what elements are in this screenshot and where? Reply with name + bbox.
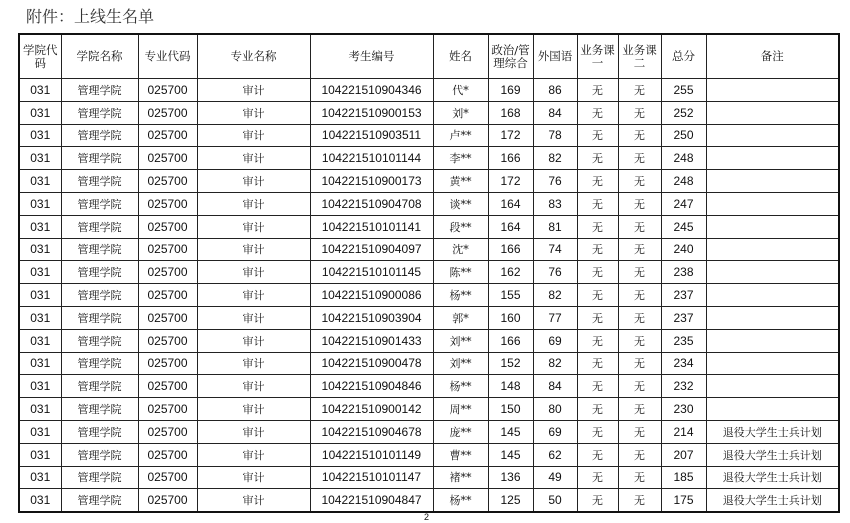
- cell-politics-score: 166: [488, 329, 533, 352]
- cell-remarks: [706, 261, 839, 284]
- cell-college-name: 管理学院: [61, 124, 138, 147]
- table-row: [19, 284, 839, 307]
- cell-course2-score: 无: [618, 352, 661, 375]
- cell-remarks: [706, 124, 839, 147]
- table-row: [19, 79, 839, 102]
- table-row: [19, 238, 839, 261]
- cell-course2-score: 无: [618, 79, 661, 102]
- header-course2-score: 业务课二: [618, 34, 661, 79]
- cell-major-code: 025700: [138, 192, 197, 215]
- cell-remarks: [706, 101, 839, 124]
- cell-course1-score: 无: [577, 79, 618, 102]
- table-row: [19, 124, 839, 147]
- cell-college-name: 管理学院: [61, 443, 138, 466]
- cell-remarks: [706, 79, 839, 102]
- cell-name: 杨**: [433, 489, 488, 512]
- cell-major-name: 审计: [197, 261, 310, 284]
- header-candidate-id: 考生编号: [310, 34, 433, 79]
- cell-major-name: 审计: [197, 329, 310, 352]
- cell-foreign-language-score: 82: [533, 284, 577, 307]
- cell-name: 杨**: [433, 375, 488, 398]
- cell-major-code: 025700: [138, 284, 197, 307]
- cell-total-score: 248: [661, 170, 706, 193]
- cell-politics-score: 166: [488, 147, 533, 170]
- cell-foreign-language-score: 49: [533, 466, 577, 489]
- cell-course2-score: 无: [618, 329, 661, 352]
- cell-college-code: 031: [19, 306, 61, 329]
- table-row: [19, 215, 839, 238]
- cell-name: 李**: [433, 147, 488, 170]
- cell-course2-score: 无: [618, 215, 661, 238]
- cell-course2-score: 无: [618, 170, 661, 193]
- cell-college-code: 031: [19, 352, 61, 375]
- page-number: 2: [424, 512, 430, 522]
- cell-college-code: 031: [19, 398, 61, 421]
- cell-politics-score: 172: [488, 124, 533, 147]
- cell-course2-score: 无: [618, 261, 661, 284]
- cell-candidate-id: 104221510101145: [310, 261, 433, 284]
- header-politics-score: 政治/管理综合: [488, 34, 533, 79]
- cell-course1-score: 无: [577, 329, 618, 352]
- cell-college-name: 管理学院: [61, 101, 138, 124]
- table-row: [19, 170, 839, 193]
- cell-course2-score: 无: [618, 398, 661, 421]
- cell-politics-score: 160: [488, 306, 533, 329]
- cell-name: 庞**: [433, 420, 488, 443]
- cell-major-name: 审计: [197, 443, 310, 466]
- cell-candidate-id: 104221510900478: [310, 352, 433, 375]
- cell-college-code: 031: [19, 443, 61, 466]
- cell-foreign-language-score: 76: [533, 170, 577, 193]
- cell-foreign-language-score: 84: [533, 375, 577, 398]
- cell-course2-score: 无: [618, 238, 661, 261]
- cell-major-code: 025700: [138, 489, 197, 512]
- cell-major-name: 审计: [197, 284, 310, 307]
- cell-course1-score: 无: [577, 306, 618, 329]
- cell-major-code: 025700: [138, 147, 197, 170]
- cell-candidate-id: 104221510901433: [310, 329, 433, 352]
- cell-remarks: [706, 329, 839, 352]
- cell-foreign-language-score: 78: [533, 124, 577, 147]
- cell-candidate-id: 104221510904346: [310, 79, 433, 102]
- cell-foreign-language-score: 50: [533, 489, 577, 512]
- cell-course1-score: 无: [577, 352, 618, 375]
- cell-major-code: 025700: [138, 101, 197, 124]
- cell-college-code: 031: [19, 79, 61, 102]
- cell-major-code: 025700: [138, 261, 197, 284]
- cell-course2-score: 无: [618, 124, 661, 147]
- cell-candidate-id: 104221510903904: [310, 306, 433, 329]
- cell-major-name: 审计: [197, 306, 310, 329]
- cell-name: 沈*: [433, 238, 488, 261]
- cell-course1-score: 无: [577, 124, 618, 147]
- cell-college-code: 031: [19, 261, 61, 284]
- cell-college-name: 管理学院: [61, 261, 138, 284]
- cell-college-code: 031: [19, 466, 61, 489]
- cell-total-score: 237: [661, 306, 706, 329]
- cell-course2-score: 无: [618, 420, 661, 443]
- header-college-name: 学院名称: [61, 34, 138, 79]
- cell-total-score: 237: [661, 284, 706, 307]
- header-course1-score: 业务课一: [577, 34, 618, 79]
- cell-college-code: 031: [19, 329, 61, 352]
- cell-total-score: 250: [661, 124, 706, 147]
- cell-candidate-id: 104221510101147: [310, 466, 433, 489]
- table-row: [19, 420, 839, 443]
- cell-major-name: 审计: [197, 489, 310, 512]
- cell-foreign-language-score: 80: [533, 398, 577, 421]
- cell-total-score: 230: [661, 398, 706, 421]
- cell-major-name: 审计: [197, 466, 310, 489]
- cell-college-code: 031: [19, 147, 61, 170]
- cell-college-code: 031: [19, 124, 61, 147]
- cell-politics-score: 169: [488, 79, 533, 102]
- cell-total-score: 185: [661, 466, 706, 489]
- cell-foreign-language-score: 77: [533, 306, 577, 329]
- cell-total-score: 234: [661, 352, 706, 375]
- cell-college-code: 031: [19, 170, 61, 193]
- cell-college-name: 管理学院: [61, 489, 138, 512]
- cell-candidate-id: 104221510904846: [310, 375, 433, 398]
- table-row: [19, 375, 839, 398]
- cell-college-name: 管理学院: [61, 420, 138, 443]
- cell-total-score: 235: [661, 329, 706, 352]
- cell-course1-score: 无: [577, 170, 618, 193]
- cell-major-name: 审计: [197, 79, 310, 102]
- cell-politics-score: 150: [488, 398, 533, 421]
- cell-college-name: 管理学院: [61, 284, 138, 307]
- cell-remarks: 退役大学生士兵计划: [706, 443, 839, 466]
- cell-politics-score: 145: [488, 420, 533, 443]
- table-row: [19, 329, 839, 352]
- cell-course1-score: 无: [577, 238, 618, 261]
- cell-total-score: 245: [661, 215, 706, 238]
- cell-name: 曹**: [433, 443, 488, 466]
- cell-college-name: 管理学院: [61, 238, 138, 261]
- cell-major-name: 审计: [197, 170, 310, 193]
- cell-major-name: 审计: [197, 124, 310, 147]
- cell-remarks: [706, 238, 839, 261]
- table-row: [19, 489, 839, 512]
- cell-college-code: 031: [19, 192, 61, 215]
- cell-total-score: 207: [661, 443, 706, 466]
- cell-course1-score: 无: [577, 261, 618, 284]
- cell-college-name: 管理学院: [61, 466, 138, 489]
- cell-politics-score: 164: [488, 192, 533, 215]
- cell-name: 刘**: [433, 329, 488, 352]
- cell-course1-score: 无: [577, 466, 618, 489]
- cell-name: 卢**: [433, 124, 488, 147]
- cell-candidate-id: 104221510101141: [310, 215, 433, 238]
- cell-college-name: 管理学院: [61, 306, 138, 329]
- cell-politics-score: 152: [488, 352, 533, 375]
- cell-foreign-language-score: 82: [533, 147, 577, 170]
- cell-remarks: [706, 147, 839, 170]
- cell-name: 褚**: [433, 466, 488, 489]
- cell-course1-score: 无: [577, 398, 618, 421]
- cell-course1-score: 无: [577, 215, 618, 238]
- cell-name: 刘**: [433, 352, 488, 375]
- cell-course2-score: 无: [618, 192, 661, 215]
- header-foreign-language-score: 外国语: [533, 34, 577, 79]
- cell-course2-score: 无: [618, 101, 661, 124]
- cell-major-code: 025700: [138, 352, 197, 375]
- cell-major-code: 025700: [138, 420, 197, 443]
- cell-foreign-language-score: 76: [533, 261, 577, 284]
- cell-major-code: 025700: [138, 306, 197, 329]
- cell-name: 郭*: [433, 306, 488, 329]
- cell-candidate-id: 104221510904678: [310, 420, 433, 443]
- table-row: [19, 101, 839, 124]
- cell-course1-score: 无: [577, 375, 618, 398]
- cell-college-name: 管理学院: [61, 192, 138, 215]
- cell-foreign-language-score: 81: [533, 215, 577, 238]
- table-row: [19, 261, 839, 284]
- cell-major-code: 025700: [138, 170, 197, 193]
- cell-politics-score: 166: [488, 238, 533, 261]
- cell-remarks: [706, 284, 839, 307]
- cell-major-code: 025700: [138, 124, 197, 147]
- cell-major-name: 审计: [197, 238, 310, 261]
- cell-remarks: [706, 352, 839, 375]
- cell-major-name: 审计: [197, 352, 310, 375]
- header-major-name: 专业名称: [197, 34, 310, 79]
- cell-college-code: 031: [19, 489, 61, 512]
- cell-major-name: 审计: [197, 215, 310, 238]
- cell-major-code: 025700: [138, 215, 197, 238]
- cell-major-code: 025700: [138, 466, 197, 489]
- table-row: [19, 466, 839, 489]
- cell-college-code: 031: [19, 215, 61, 238]
- header-college-code: 学院代码: [19, 34, 61, 79]
- cell-major-code: 025700: [138, 375, 197, 398]
- cell-politics-score: 164: [488, 215, 533, 238]
- header-name: 姓名: [433, 34, 488, 79]
- cell-college-name: 管理学院: [61, 79, 138, 102]
- cell-candidate-id: 104221510900086: [310, 284, 433, 307]
- cell-major-name: 审计: [197, 375, 310, 398]
- cell-politics-score: 162: [488, 261, 533, 284]
- cell-name: 谈**: [433, 192, 488, 215]
- cell-politics-score: 168: [488, 101, 533, 124]
- cell-candidate-id: 104221510101144: [310, 147, 433, 170]
- cell-remarks: [706, 398, 839, 421]
- header-major-code: 专业代码: [138, 34, 197, 79]
- cell-politics-score: 155: [488, 284, 533, 307]
- cell-course2-score: 无: [618, 306, 661, 329]
- table-row: [19, 398, 839, 421]
- cell-candidate-id: 104221510903511: [310, 124, 433, 147]
- cell-foreign-language-score: 69: [533, 329, 577, 352]
- cell-course1-score: 无: [577, 489, 618, 512]
- cell-course2-score: 无: [618, 466, 661, 489]
- cell-candidate-id: 104221510900142: [310, 398, 433, 421]
- cell-foreign-language-score: 86: [533, 79, 577, 102]
- cell-major-code: 025700: [138, 443, 197, 466]
- cell-remarks: 退役大学生士兵计划: [706, 466, 839, 489]
- cell-course1-score: 无: [577, 192, 618, 215]
- cell-college-name: 管理学院: [61, 375, 138, 398]
- cell-remarks: [706, 170, 839, 193]
- candidate-table: [18, 33, 840, 513]
- cell-course2-score: 无: [618, 284, 661, 307]
- cell-major-name: 审计: [197, 398, 310, 421]
- cell-course2-score: 无: [618, 375, 661, 398]
- cell-total-score: 247: [661, 192, 706, 215]
- cell-candidate-id: 104221510900153: [310, 101, 433, 124]
- cell-college-name: 管理学院: [61, 147, 138, 170]
- cell-college-code: 031: [19, 238, 61, 261]
- cell-college-code: 031: [19, 101, 61, 124]
- cell-politics-score: 172: [488, 170, 533, 193]
- cell-major-code: 025700: [138, 398, 197, 421]
- cell-total-score: 175: [661, 489, 706, 512]
- table-row: [19, 443, 839, 466]
- document-title: 附件：上线生名单: [26, 7, 155, 26]
- cell-major-name: 审计: [197, 420, 310, 443]
- cell-course1-score: 无: [577, 147, 618, 170]
- cell-candidate-id: 104221510101149: [310, 443, 433, 466]
- cell-remarks: [706, 215, 839, 238]
- header-row: [19, 34, 839, 79]
- cell-name: 代*: [433, 79, 488, 102]
- cell-remarks: 退役大学生士兵计划: [706, 420, 839, 443]
- cell-foreign-language-score: 82: [533, 352, 577, 375]
- cell-name: 黄**: [433, 170, 488, 193]
- table-row: [19, 306, 839, 329]
- cell-major-name: 审计: [197, 101, 310, 124]
- cell-politics-score: 145: [488, 443, 533, 466]
- cell-major-code: 025700: [138, 79, 197, 102]
- cell-politics-score: 125: [488, 489, 533, 512]
- cell-college-name: 管理学院: [61, 170, 138, 193]
- cell-course1-score: 无: [577, 420, 618, 443]
- cell-major-name: 审计: [197, 192, 310, 215]
- cell-name: 杨**: [433, 284, 488, 307]
- cell-course2-score: 无: [618, 489, 661, 512]
- cell-course1-score: 无: [577, 443, 618, 466]
- cell-remarks: [706, 306, 839, 329]
- cell-foreign-language-score: 84: [533, 101, 577, 124]
- cell-foreign-language-score: 83: [533, 192, 577, 215]
- cell-politics-score: 136: [488, 466, 533, 489]
- cell-candidate-id: 104221510900173: [310, 170, 433, 193]
- cell-remarks: [706, 375, 839, 398]
- cell-total-score: 248: [661, 147, 706, 170]
- cell-major-code: 025700: [138, 329, 197, 352]
- cell-foreign-language-score: 74: [533, 238, 577, 261]
- cell-name: 陈**: [433, 261, 488, 284]
- cell-remarks: [706, 192, 839, 215]
- cell-course2-score: 无: [618, 147, 661, 170]
- cell-politics-score: 148: [488, 375, 533, 398]
- cell-total-score: 255: [661, 79, 706, 102]
- table-row: [19, 352, 839, 375]
- cell-college-code: 031: [19, 284, 61, 307]
- cell-total-score: 214: [661, 420, 706, 443]
- table-row: [19, 147, 839, 170]
- header-remarks: 备注: [706, 34, 839, 79]
- cell-name: 周**: [433, 398, 488, 421]
- cell-foreign-language-score: 62: [533, 443, 577, 466]
- cell-course2-score: 无: [618, 443, 661, 466]
- cell-college-code: 031: [19, 420, 61, 443]
- cell-college-code: 031: [19, 375, 61, 398]
- cell-course1-score: 无: [577, 101, 618, 124]
- cell-college-name: 管理学院: [61, 398, 138, 421]
- cell-candidate-id: 104221510904847: [310, 489, 433, 512]
- cell-name: 段**: [433, 215, 488, 238]
- cell-college-name: 管理学院: [61, 329, 138, 352]
- cell-foreign-language-score: 69: [533, 420, 577, 443]
- cell-remarks: 退役大学生士兵计划: [706, 489, 839, 512]
- cell-major-name: 审计: [197, 147, 310, 170]
- cell-total-score: 232: [661, 375, 706, 398]
- cell-name: 刘*: [433, 101, 488, 124]
- header-total-score: 总分: [661, 34, 706, 79]
- cell-total-score: 252: [661, 101, 706, 124]
- cell-course1-score: 无: [577, 284, 618, 307]
- table-row: [19, 192, 839, 215]
- cell-candidate-id: 104221510904708: [310, 192, 433, 215]
- cell-candidate-id: 104221510904097: [310, 238, 433, 261]
- cell-total-score: 238: [661, 261, 706, 284]
- cell-major-code: 025700: [138, 238, 197, 261]
- cell-college-name: 管理学院: [61, 352, 138, 375]
- cell-total-score: 240: [661, 238, 706, 261]
- cell-college-name: 管理学院: [61, 215, 138, 238]
